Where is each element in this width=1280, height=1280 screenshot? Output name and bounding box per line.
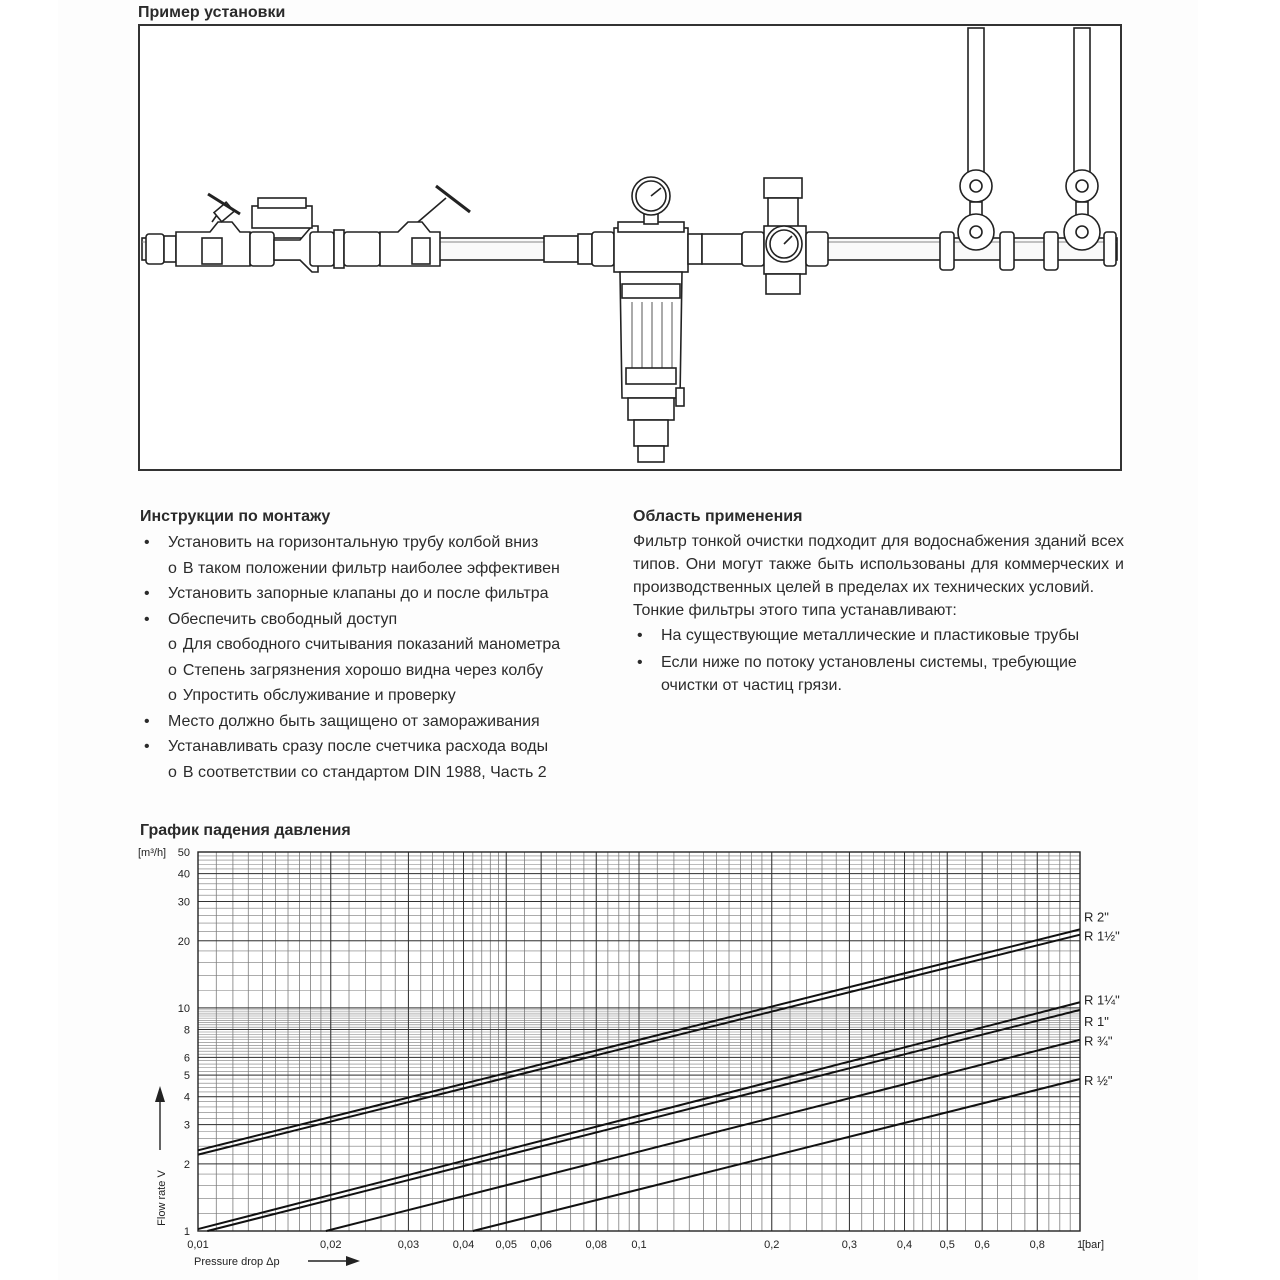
pipe-fitting: [146, 234, 176, 264]
mounting-title: Инструкции по монтажу: [140, 508, 331, 525]
shutoff-valve-left-icon: [176, 194, 250, 266]
x-axis-label: Pressure drop Δp: [194, 1256, 280, 1268]
y-tick-label: 10: [177, 1002, 190, 1015]
x-tick-label: 0,08: [585, 1239, 607, 1251]
y-tick-label: 3: [183, 1119, 190, 1132]
x-tick-label: 0,4: [896, 1239, 913, 1251]
sub-bullet-marker: o: [168, 636, 177, 653]
x-axis-unit: [bar]: [1082, 1239, 1105, 1251]
pipe-union: [544, 232, 614, 266]
series-label: R 1½": [1084, 928, 1120, 944]
y-tick-label: 20: [177, 935, 190, 948]
sub-bullet-marker: o: [168, 687, 177, 704]
y-axis-label: Flow rate V: [156, 1170, 168, 1226]
x-tick-label: 0,1: [631, 1239, 647, 1251]
installation-illustration: [140, 26, 1120, 469]
x-tick-label: 0,5: [939, 1239, 955, 1251]
mounting-list-item: o Степень загрязнения хорошо видна через колбу: [168, 661, 544, 679]
x-tick-label: 0,6: [974, 1239, 990, 1251]
water-meter-icon: [250, 198, 344, 272]
x-tick-label: 0,3: [841, 1239, 858, 1251]
y-axis-unit: [m³/h]: [138, 847, 167, 859]
mounting-list-item: • Установить запорные клапаны до и после фильтра: [140, 581, 610, 607]
mounting-list: [140, 530, 610, 785]
x-tick-label: 0,06: [530, 1239, 552, 1251]
application-section: [633, 530, 1124, 701]
series-label: R 1¼": [1084, 992, 1120, 1008]
x-tick-label: 0,8: [1029, 1239, 1045, 1251]
x-tick-label: 0,2: [764, 1239, 780, 1251]
x-tick-label: 0,02: [320, 1239, 342, 1251]
mounting-list-item: o В таком положении фильтр наиболее эффективен: [168, 559, 560, 577]
y-tick-label: 1: [183, 1226, 190, 1238]
mounting-list-item: • Обеспечить свободный доступ: [140, 607, 610, 633]
fine-filter-icon: [614, 177, 702, 462]
sub-bullet-marker: o: [168, 661, 177, 679]
x-tick-label: 1: [1076, 1239, 1084, 1251]
application-intro: Тонкие фильтры этого типа устанавливают:: [633, 602, 957, 619]
mounting-list-item: • Установить на горизонтальную трубу колбой вниз: [140, 530, 610, 556]
application-title: Область применения: [633, 508, 803, 525]
mounting-list-item: o В соответствии со стандартом DIN 1988, Часть 2: [168, 763, 547, 781]
mounting-list-item: • Место должно быть защищено от замораживания: [140, 709, 610, 735]
installation-title: Пример установки: [138, 4, 286, 21]
y-tick-label: 4: [183, 1091, 190, 1104]
series-label: R 1": [1084, 1013, 1109, 1029]
installation-illustration-frame: [138, 24, 1122, 471]
pipe-fitting: [702, 234, 742, 264]
mounting-list-item: o Для свободного считывания показаний манометра: [168, 636, 561, 653]
mounting-list-item: • Устанавливать сразу после счетчика расхода воды: [140, 734, 610, 760]
y-tick-label: 8: [183, 1024, 190, 1037]
sub-bullet-marker: o: [168, 763, 177, 781]
x-tick-label: 0,04: [452, 1239, 475, 1251]
y-tick-label: 30: [177, 896, 190, 909]
application-list-item: • Если ниже по потоку установлены системы, требующие очистки от частиц грязи.: [633, 651, 1124, 697]
sub-bullet-marker: o: [168, 559, 177, 577]
x-tick-label: 0,05: [495, 1239, 517, 1251]
application-paragraph: Фильтр тонкой очистки подходит для водоснабжения зданий всех типов. Они могут также быть использованы для коммерческих и производственных целей в пределах их технических условий.: [633, 533, 1124, 596]
y-tick-label: 2: [183, 1158, 190, 1171]
y-tick-label: 50: [177, 847, 190, 859]
x-tick-label: 0,01: [187, 1239, 209, 1251]
pressure-reducer-icon: [742, 178, 828, 294]
y-tick-label: 40: [177, 868, 190, 881]
mounting-list-item: o Упростить обслуживание и проверку: [168, 687, 456, 704]
y-tick-label: 6: [183, 1052, 190, 1065]
series-label: R 2": [1084, 909, 1109, 925]
series-label: R ½": [1084, 1073, 1113, 1089]
application-list-item: • На существующие металлические и пластиковые трубы: [633, 624, 1124, 647]
chart-title: График падения давления: [140, 822, 351, 839]
riser-pipes: [968, 28, 1090, 176]
series-label: R ¾": [1084, 1033, 1113, 1049]
y-tick-label: 5: [183, 1070, 190, 1083]
x-tick-label: 0,03: [397, 1239, 420, 1251]
